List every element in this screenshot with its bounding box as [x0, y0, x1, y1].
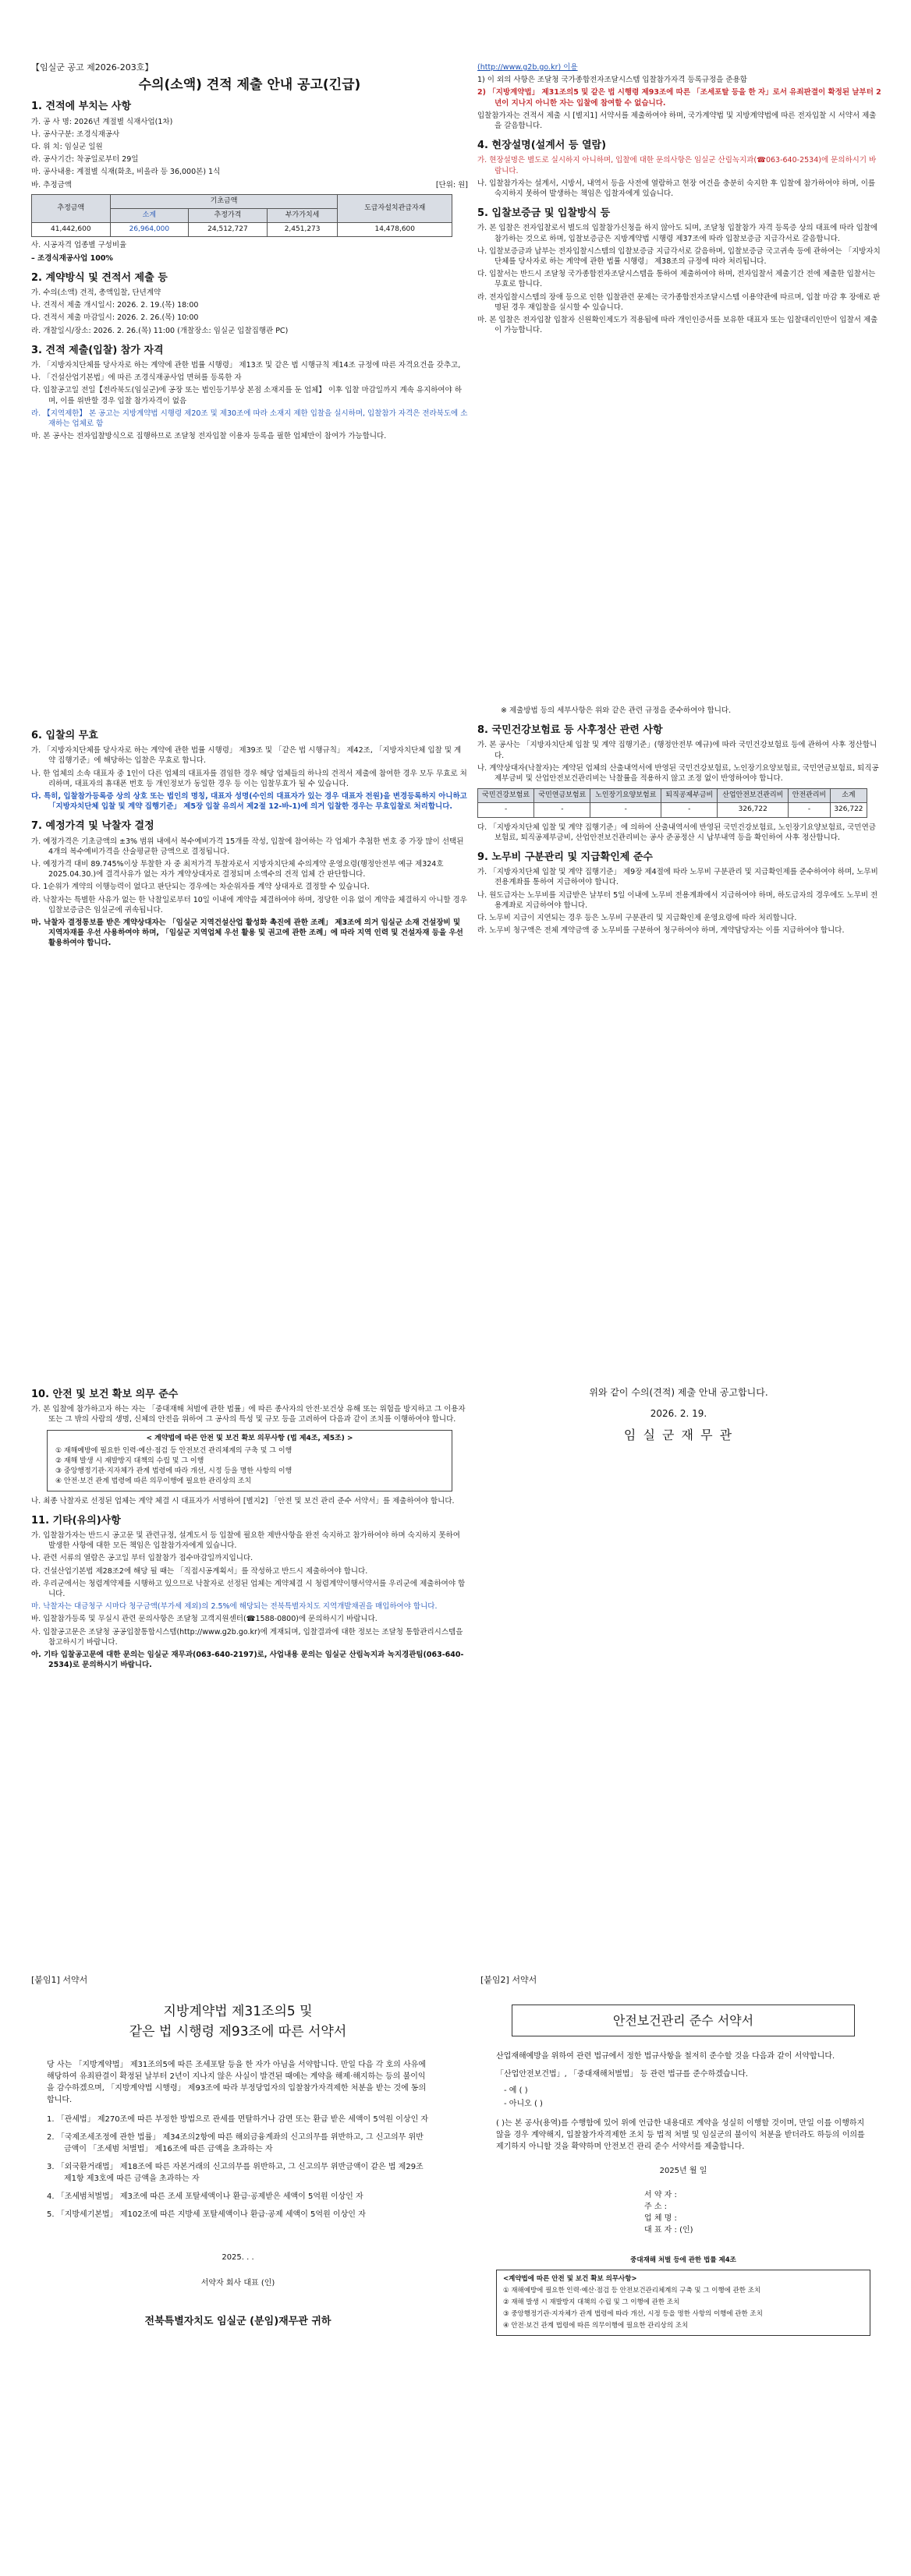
safety-item-2: ② 재해 발생 시 재발방지 대책의 수립 및 그 이행 [55, 1457, 204, 1466]
closing-signature: 임 실 군 재 무 관 [623, 1428, 734, 1443]
form1-item-4: 4. 「조세범처벌법」 제3조에 따른 조세 포탈세액이나 환급·공제받은 세액이 5억원 이상인 자 [47, 2192, 363, 2201]
ins-h7: 소계 [830, 789, 867, 803]
form1-item-2: 2. 「국제조세조정에 관한 법률」 제34조의2항에 따른 해외금융계좌의 신고의무를 위반하고, 그 신고의무 위반금액이 「조세범 처벌법」 제16조에 따른 금액을 초과하는 자 [47, 2133, 424, 2153]
form2-pledge: ( )는 본 공사(용역)를 수행함에 있어 위에 언급한 내용대로 계약을 성실히 이행할 것이며, 만일 이를 이행하지 않을 경우 계약해지, 입찰참가자격제한 조치 등 법적 처벌 및 임실군의 불이익 처분을 받더라도 하등의 이의를 제기하지 아니할 것을 확약하며 안전보건 관리 준수 서약서를 제출합니다. [496, 2119, 865, 2151]
ins-h4: 퇴직공제부금비 [661, 789, 718, 803]
ins-h5: 산업안전보건관리비 [718, 789, 789, 803]
section-1-heading: 1. 견적에 부치는 사항 [31, 101, 132, 113]
s7-e: 마. 낙찰자 결정통보를 받은 계약상대자는 「임실군 지역건설산업 활성화 촉진에 관한 조례」 제3조에 의거 임실군 소재 건설장비 및 지역자재를 우선 사용하여야 하며, 「임실군 지역업체 우선 활용 및 권고에 관한 조례」에 따라 지역 인력 및 건설자재 등을 우선 활용하여야 합니다. [31, 918, 463, 948]
forms-page [0, 1926, 911, 2576]
s11-b: 나. 관련 서류의 열람은 공고일 부터 입찰참가 접수마감일까지입니다. [31, 1554, 253, 1563]
s5-a: 가. 본 입찰은 전자입찰로서 별도의 입찰참가신청을 하지 않아도 되며, 조달청 입찰참가 자격 등록증 상의 대표에 따라 입찰에 참가하는 것으로 하며, 입찰보증금은 지방계약법 시행령 제37조에 따라 입찰보증금 지급각서로 갈음합니다. [477, 224, 878, 243]
notice-page-2 [0, 706, 911, 1361]
s3-b: 나. 「건설산업기본법」에 따른 조경식재공사업 면허를 등록한 자 [31, 373, 242, 383]
s5-c: 다. 입찰서는 반드시 조달청 국가종합전자조달시스템을 통하여 제출하여야 하며, 전자입찰서 제출기간 전에 제출한 입찰서는 무효로 합니다. [477, 270, 876, 289]
s5-b: 나. 입찰보증금과 납부는 전자입찰시스템의 입찰보증금 지급각서로 갈음하며, 입찰보증금 국고귀속 등에 관하여는 「지방자치단체를 당사자로 하는 계약에 관한 법률 시행령」 제38조의 규정에 따라 처리됩니다. [477, 246, 881, 267]
th-small: 소계 [110, 209, 189, 223]
s6-a: 가. 「지방자치단체를 당사자로 하는 계약에 관한 법률 시행령」 제39조 및 「같은 법 시행규칙」 제42조, 「지방자치단체 입찰 및 계약 집행기준」에 해당하는 입찰은 무효로 합니다. [31, 746, 462, 766]
th-gov: 도급자설치관급자재 [338, 194, 452, 222]
form2-signer: 서 약 자 : [644, 2191, 677, 2199]
form2-title: 안전보건관리 준수 서약서 [612, 2013, 754, 2028]
page1-right-column [477, 62, 883, 338]
ins-v7: 326,722 [830, 803, 867, 817]
submit-end: 다. 견적서 제출 마감일시: 2026. 2. 26.(목) 10:00 [31, 313, 199, 323]
notice-page-1 [0, 0, 911, 702]
g2b-link[interactable]: (http://www.g2b.go.kr) 이용 [477, 63, 578, 72]
closing-block [499, 1380, 858, 1441]
s6-b: 나. 한 업체의 소속 대표자 중 1인이 다른 업체의 대표자를 겸임한 경우 해당 업체들의 하나의 견적서 제출에 참여한 경우 모두 무효로 처리하며, 대표자의 휴대폰 번호 등 개인정보가 동일한 경우 등 이는 입찰무효가 될 수 있습니다. [31, 769, 467, 788]
form1-title-line1: 지방계약법 제31조의5 및 [163, 2004, 313, 2019]
s3link-a: 1) 이 외의 사항은 조달청 국가종합전자조달시스템 입찰참가자격 등록규정을 준용함 [477, 76, 747, 85]
form2-signer-block [644, 2189, 886, 2236]
ins-v5: 326,722 [718, 803, 789, 817]
s11-d: 라. 우리군에서는 청렴계약제를 시행하고 있으므로 낙찰자로 선정된 업체는 계약체결 시 청렴계약이행서약서를 우리군에 제출하여야 합니다. [31, 1579, 466, 1599]
form2-duty-1: ① 재해예방에 필요한 인력·예산·점검 등 안전보건관리체계의 구축 및 그 이행에 관한 조치 [503, 2287, 761, 2295]
form2-law: 「산업안전보건법」, 「중대재해처벌법」 등 관련 법규를 준수하겠습니다. [496, 2070, 749, 2079]
opening-time: 라. 개찰일시/장소: 2026. 2. 26.(목) 11:00 (개찰장소: 임실군 입찰집행관 PC) [31, 326, 289, 335]
th-adj: 추정가격 [189, 209, 268, 223]
estimate-table [31, 194, 452, 238]
contract-method: 가. 수의(소액) 견적, 총액입찰, 단년계약 [31, 288, 161, 298]
s4-b: 나. 입찰참가자는 설계서, 시방서, 내역서 등을 사전에 열람하고 현장 여건을 충분히 숙지한 후 입찰에 참가하여야 하며, 이를 숙지하지 못하여 발생하는 책임은 입찰자에게 있습니다. [477, 179, 876, 199]
section-6-heading: 6. 입찰의 무효 [31, 730, 98, 741]
estimate-label: 바. 추정금액 [31, 180, 72, 189]
s10-b: 나. 최종 낙찰자로 선정된 업체는 계약 체결 시 대표자가 서명하여 [별지2] 「안전 및 보건 관리 준수 서약서」를 제출하여야 합니다. [31, 1496, 455, 1506]
page2-left-column [31, 721, 468, 951]
safety-item-1: ① 재해예방에 필요한 인력·예산·점검 등 안전보건 관리체계의 구축 및 그 이행 [55, 1446, 292, 1455]
insurance-table [477, 788, 867, 817]
safety-box-title: < 계약법에 따른 안전 및 보건 확보 의무사항 (법 제4조, 제5조) > [146, 1434, 353, 1442]
ins-v4: - [661, 803, 718, 817]
s9-b: 나. 원도급자는 노무비를 지급받은 날부터 5일 이내에 노무비 전용계좌에서 지급하여야 하며, 하도급자의 경우에도 노무비 전용계좌로 지급하여야 합니다. [477, 890, 878, 910]
form2-duty-2: ② 재해 발생 시 재발방지 대책의 수립 및 그 이행에 관한 조치 [503, 2298, 680, 2306]
v-adj: 24,512,727 [189, 223, 268, 237]
safety-duty-box [47, 1430, 452, 1491]
s11-a: 가. 입찰참가자는 반드시 공고문 및 관련규정, 설계도서 등 입찰에 필요한 제반사항을 완전 숙지하고 참가하여야 하며 숙지하지 못하여 발생한 사항에 대한 모든 책임은 입찰참가자에게 있습니다. [31, 1531, 460, 1551]
form1-signer: 서약자 회사 대표 (인) [200, 2279, 275, 2288]
page3-left-column [31, 1380, 468, 1672]
s5-note: ※ 제출방법 등의 세부사항은 위와 같은 관련 규정을 준수하여야 합니다. [501, 706, 732, 715]
v-gov: 14,478,600 [338, 223, 452, 237]
closing-date: 2026. 2. 19. [650, 1408, 707, 1420]
s5-d: 라. 전자입찰시스템의 장애 등으로 인한 입찰관련 문제는 국가종합전자조달시스템 이용약관에 따르며, 입찰 마감 후 장애로 판명된 경우 재입찰을 실시할 수 있습니다. [477, 292, 881, 312]
form1-tag: [붙임1] 서약서 [31, 1975, 88, 1985]
th-total: 추정금액 [32, 194, 111, 222]
s11-f: 바. 입찰참가등록 및 무실시 관련 문의사항은 조달청 고객지원센터(☎1588-0800)에 문의하시기 바랍니다. [31, 1615, 378, 1624]
section-4-heading: 4. 현장설명(설계서 등 열람) [477, 140, 607, 152]
s11-h: 아. 기타 입찰공고문에 대한 문의는 임실군 재무과(063-640-2197)로, 사업내용 문의는 임실군 산림녹지과 녹지경관팀(063-640-2534)로 문의하시기 바랍니다. [31, 1651, 464, 1670]
s9-c: 다. 노무비 지급이 지연되는 경우 등은 노무비 구분관리 및 지급확인제 운영요령에 따라 처리합니다. [477, 914, 797, 923]
ratio-label: 사. 시공자격 업종별 구성비율 [31, 241, 127, 250]
s7-c: 다. 1순위가 계약의 이행능력이 없다고 판단되는 경우에는 차순위자를 계약 상대자로 결정할 수 있습니다. [31, 883, 370, 892]
project-content: 마. 공사내용: 계절별 식재(화초, 비올라 등 36,000본) 1식 [31, 168, 221, 177]
ins-v2: - [534, 803, 590, 817]
safety-item-4: ④ 안전·보건 관계 법령에 따른 의무이행에 필요한 관리상의 조치 [55, 1477, 252, 1486]
s3-c: 다. 입찰공고일 전일【전라북도(임실군)에 공장 또는 법인등기부상 본점 소재지를 둔 업체】 이후 입찰 마감일까지 계속 유지하여야 하며, 이를 위반할 경우 입찰 참가자격이 없음 [31, 386, 462, 405]
v-vat: 2,451,273 [267, 223, 338, 237]
section-2-heading: 2. 계약방식 및 견적서 제출 등 [31, 271, 168, 284]
s11-c: 다. 건설산업기본법 제28조2에 해당 될 때는 「직접시공계획서」를 작성하고 반드시 제출하여야 합니다. [31, 1566, 368, 1576]
ins-h1: 국민건강보험료 [478, 789, 534, 803]
form1-title [31, 2001, 445, 2042]
pledge-form-2 [480, 1974, 886, 2339]
notice-title: 수의(소액) 견적 제출 안내 공고(긴급) [138, 77, 361, 94]
ins-h6: 안전관리비 [789, 789, 831, 803]
th-basic: 기초금액 [110, 194, 338, 208]
section-3-heading: 3. 견적 제출(입찰) 참가 자격 [31, 344, 164, 356]
s11-g: 사. 입찰공고문은 조달청 공공입찰통합시스템(http://www.g2b.go.kr)에 게재되며, 입찰결과에 대한 정보는 조달청 통합관리시스템을 참고하시기 바랍니다. [31, 1627, 463, 1647]
form2-sub2: <계약법에 따른 안전 및 보건 확보 의무사항> [503, 2275, 637, 2283]
form2-intro: 산업재해예방을 위하여 관련 법규에서 정한 법규사항을 철저히 준수할 것을 다음과 같이 서약합니다. [496, 2052, 835, 2061]
form2-option-yes[interactable]: - 예 ( ) [504, 2086, 528, 2095]
form2-address: 주 소 : [644, 2203, 668, 2211]
form1-item-5: 5. 「지방세기본법」 제102조에 따른 지방세 포탈세액이나 환급·공제 세액이 5억원 이상인 자 [47, 2210, 366, 2219]
s3-d: 라. 【지역제한】 본 공고는 지방계약법 시행령 제20조 및 제30조에 따라 소재지 제한 입찰을 실시하며, 입찰참가 자격은 전라북도에 소재하는 업체로 함 [31, 409, 468, 429]
project-name: 가. 공 사 명: 2026년 계절별 식재사업(1차) [31, 117, 173, 126]
s8-b: 나. 계약상대자(낙찰자)는 계약된 업체의 산출내역서에 반영된 국민건강보험료, 노인장기요양보험료, 국민연금보험료, 퇴직공제부금비 및 산업안전보건관리비는 낙찰률을 적용하지 않고 조정 없이 반영하여야 합니다. [477, 763, 879, 784]
page1-left-column [31, 62, 468, 444]
form1-item-3: 3. 「외국환거래법」 제18조에 따른 자본거래의 신고의무를 위반하고, 그 신고의무 위반금액이 같은 법 제29조 제1항 제3호에 따른 금액을 초과하는 자 [47, 2163, 424, 2183]
form1-intro: 당 사는 「지방계약법」 제31조의5에 따른 조세포탈 등을 한 자가 아님을 서약합니다. 만일 다음 각 호의 사유에 해당하여 유죄판결이 확정된 날부터 2년이 지나지 않은 사실이 발견된 때에는 계약을 해제·해지하는 등의 불이익을 감수하겠으며, 「지방계약법 시행령」 제93조에 따라 부정당업자의 입찰참가자격제한 처분을 받는 것에 동의합니다. [47, 2061, 427, 2104]
s3-e: 마. 본 공사는 전자입찰방식으로 집행하므로 조달청 전자입찰 이용자 등록을 필한 업체만이 참여가 가능합니다. [31, 432, 387, 441]
s7-b: 나. 예정가격 대비 89.745%이상 투찰한 자 중 최저가격 투찰자로서 지방자치단체 수의계약 운영요령(행정안전부 예규 제324호 2025.04.30.)에 결격사유가 없는 자가 계약상대자로 결정되며 소액수의 견적 업체 간 판단합니다. [31, 860, 444, 879]
s3link-c: 입찰참가자는 견적서 제출 시 [별지1] 서약서를 제출하여야 하며, 국가계약법 및 지방계약법에 따른 전자입찰 시 서약서 제출을 갈음합니다. [477, 111, 877, 131]
section-9-heading: 9. 노무비 구분관리 및 지급확인제 준수 [477, 851, 653, 864]
form2-date: 2025년 월 일 [659, 2167, 707, 2175]
s4-a: 가. 현장설명은 별도로 실시하지 아니하며, 입찰에 대한 문의사항은 임실군 산림녹지과(☎063-640-2534)에 문의하시기 바랍니다. [477, 156, 877, 175]
s5-e: 마. 본 입찰은 전자입찰 입찰자 신원확인제도가 적용됨에 따라 개인인증서를 보유한 대표자 또는 입찰대리인만이 입찰서 제출이 가능합니다. [477, 316, 878, 335]
pledge-form-1 [31, 1974, 445, 2327]
form1-item-1: 1. 「관세법」 제270조에 따른 부정한 방법으로 관세를 면탈하거나 감면 또는 환급 받은 세액이 5억원 이상인 자 [47, 2115, 429, 2124]
v-total: 41,442,600 [32, 223, 111, 237]
form2-sub: 중대재해 처벌 등에 관한 법률 제4조 [630, 2256, 736, 2264]
project-type: 나. 공사구분: 조경식재공사 [31, 129, 120, 139]
s3-a: 가. 「지방자치단체를 당사자로 하는 계약에 관한 법률 시행령」 제13조 및 같은 법 시행규칙 제14조 규정에 따른 자격요건을 갖추고, [31, 361, 461, 370]
page2-right-column [477, 706, 883, 938]
section-7-heading: 7. 예정가격 및 낙찰자 결정 [31, 820, 154, 833]
section-5-heading: 5. 입찰보증금 및 입찰방식 등 [477, 207, 611, 220]
closing-text: 위와 같이 수의(견적) 제출 안내 공고합니다. [589, 1387, 768, 1398]
form2-ceo: 대 표 자 : (인) [644, 2226, 693, 2235]
ins-v3: - [590, 803, 661, 817]
ratio-value: – 조경식재공사업 100% [31, 253, 113, 263]
form1-footer: 전북특별자치도 임실군 (분임)재무관 귀하 [144, 2316, 331, 2327]
s3link-b: 2) 「지방계약법」 제31조의5 및 같은 법 시행령 제93조에 따른 「조세포탈 등을 한 자」로서 유죄판결이 확정된 날부터 2년이 지나지 아니한 자는 입찰에 참여할 수 없습니다. [477, 88, 881, 108]
ins-v6: - [789, 803, 831, 817]
ins-v1: - [478, 803, 534, 817]
submit-start: 나. 견적서 제출 개시일시: 2026. 2. 19.(목) 18:00 [31, 301, 199, 310]
project-location: 다. 위 치: 임실군 일원 [31, 143, 103, 152]
ins-h2: 국민연금보험료 [534, 789, 590, 803]
form2-tag: [붙임2] 서약서 [480, 1975, 537, 1985]
form1-date: 2025. . . [222, 2253, 254, 2262]
th-vat: 부가가치세 [267, 209, 338, 223]
notice-number: 【임실군 공고 제2026-203호】 [31, 62, 154, 73]
s7-a: 가. 예정가격은 기초금액의 ±3% 범위 내에서 복수예비가격 15개를 작성, 입찰에 참여하는 각 업체가 추첨한 번호 중 가장 많이 선택된 4개의 복수예비가격을 산술평균한 금액으로 결정됩니다. [31, 837, 464, 856]
s9-d: 라. 노무비 청구액은 전체 계약금액 중 노무비를 구분하여 청구하여야 하며, 계약담당자는 이를 지급하여야 합니다. [477, 926, 845, 936]
unit-label: [단위: 원] [435, 180, 468, 189]
ins-h3: 노인장기요양보험료 [590, 789, 661, 803]
form2-duty-4: ④ 안전·보건 관계 법령에 따른 의무이행에 필요한 관리상의 조치 [503, 2322, 689, 2330]
s6-c: 다. 특히, 입찰참가등록증 상의 상호 또는 법인의 명칭, 대표자 성명(수인의 대표자가 있는 경우 대표자 전원)을 변경등록하지 아니하고 「지방자치단체 입찰 및 계약 집행기준」 제5장 입찰 유의서 제2절 12-바-1)에 의거 입찰한 경우는 무효입찰로 처리합니다. [31, 792, 467, 812]
project-period: 라. 공사기간: 착공일로부터 29일 [31, 155, 139, 165]
form2-duty-3: ③ 중앙행정기관·지자체가 관계 법령에 따라 개선, 시정 등을 명한 사항의 이행에 관한 조치 [503, 2310, 763, 2318]
s9-a: 가. 「지방자치단체 입찰 및 계약 집행기준」 제9장 제4절에 따라 노무비 구분관리 및 지급확인제를 준수하여야 하며, 노무비 전용계좌를 통하여 지급하여야 합니다. [477, 868, 878, 887]
s7-d: 라. 낙찰자는 특별한 사유가 없는 한 낙찰일로부터 10일 이내에 계약을 체결하여야 하며, 정당한 이유 없이 계약을 체결하지 아니할 경우 입찰보증금은 임실군에 귀속됩니다. [31, 895, 467, 915]
s8-c: 다. 「지방자치단체 입찰 및 계약 집행기준」에 의하여 산출내역서에 반영된 국민건강보험료, 노인장기요양보험료, 국민연금보험료, 퇴직공제부금비, 산업안전보건관리비는 공사 준공정산 시 납부내역 등을 확인하여 사후 정산합니다. [477, 823, 876, 842]
s10-a: 가. 본 입찰에 참가하고자 하는 자는 「중대재해 처벌에 관한 법률」에 따른 종사자의 안전·보건상 유해 또는 위험을 방지하고 그 이용자 또는 그 밖의 사람의 생명, 신체의 안전을 위하여 그 공사의 특성 및 규모 등을 고려하여 다음과 같이 조치를 이행하여야 합니다. [31, 1405, 466, 1424]
form2-company: 업 체 명 : [644, 2214, 677, 2223]
form2-title-box [512, 2005, 855, 2036]
form2-duty-box [496, 2270, 870, 2336]
notice-page-3 [0, 1364, 911, 1926]
form2-option-no[interactable]: - 아니오 ( ) [504, 2100, 543, 2108]
section-10-heading: 10. 안전 및 보건 확보 의무 준수 [31, 1389, 179, 1400]
form1-title-line2: 같은 법 시행령 제93조에 따른 서약서 [129, 2024, 347, 2040]
safety-item-3: ③ 중앙행정기관·지자체가 관계 법령에 따라 개선, 시정 등을 명한 사항의 이행 [55, 1467, 292, 1476]
section-11-heading: 11. 기타(유의)사항 [31, 1514, 121, 1527]
v-small: 26,964,000 [110, 223, 189, 237]
s8-a: 가. 본 공사는 「지방자치단체 입찰 및 계약 집행기준」(행정안전부 예규)에 따라 국민건강보험료 등에 관하여 사후 정산합니다. [477, 741, 877, 760]
section-8-heading: 8. 국민건강보험료 등 사후정산 관련 사항 [477, 724, 663, 737]
s11-e: 마. 낙찰자는 대금청구 시마다 청구금액(부가세 제외)의 2.5%에 해당되는 전북특별자치도 지역개발채권을 매입하여야 합니다. [31, 1602, 438, 1612]
